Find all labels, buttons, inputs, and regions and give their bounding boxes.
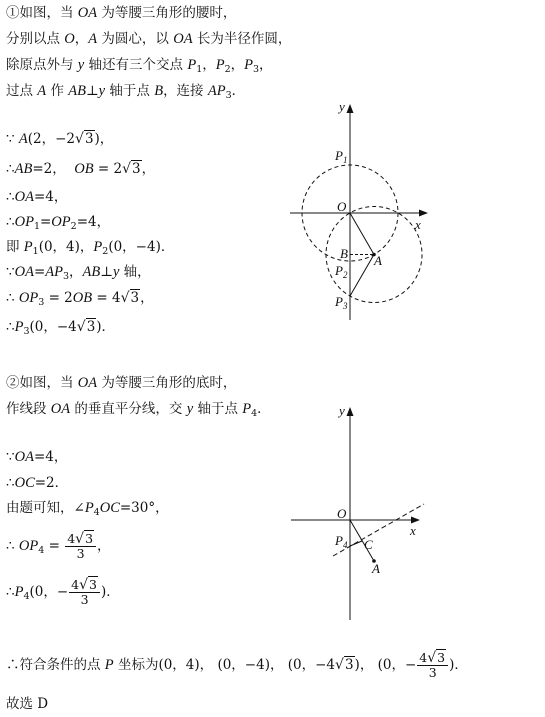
answer-line: 故选 D (6, 696, 49, 712)
fig1-label-y: y (339, 99, 345, 114)
fig2-label-p4: $P_4$ (335, 533, 348, 550)
fig1-label-b: B (340, 246, 348, 261)
oc-line: ∴OC=2． (6, 475, 69, 491)
op4-line: ∴ $OP_4$ = $\frac{4√3}{3}$ ， (6, 531, 111, 561)
oa-line: ∴OA=4， (6, 189, 68, 205)
segment-oa (350, 213, 374, 255)
oa-ap3-line: $\because OA=AP_3$，AB⊥y 轴， (6, 264, 151, 282)
segment-p4c (350, 541, 362, 546)
fig1-label-x: x (415, 217, 421, 232)
fig1-label-p3: $P_3$ (335, 294, 348, 311)
p1-p2-line: 即 $P_1(0$，4)，$P_2(0$，−4)． (6, 239, 175, 257)
fig2-label-x: x (410, 523, 416, 538)
fig1-label-p2: $P_2$ (335, 263, 348, 280)
part1-intro-line4: 过点 A 作 AB⊥y 轴于点 B，连接 $AP_3$． (6, 83, 246, 101)
x-axis-arrow (419, 210, 428, 217)
fig2-label-c: C (364, 537, 373, 552)
ab-ob-line: ∴AB=2， OB = 2√3， (6, 161, 156, 177)
p4-line: $\therefore P_4(0$，− $\frac{4√3}{3}$ )． (6, 577, 120, 607)
fig2-label-y: y (339, 403, 345, 418)
angle-line: 由题可知，$\angle P_4OC=30^\circ$， (6, 500, 169, 518)
fig2-label-a: A (372, 561, 380, 576)
op1-op2-line: $\therefore OP_1=OP_2=4$， (6, 214, 111, 232)
part1-intro-line1: ①如图，当 OA 为等腰三角形的腰时， (6, 5, 237, 21)
fig2-label-o: O (337, 506, 347, 521)
y-axis-arrow (347, 104, 354, 113)
figure-1 (280, 98, 440, 328)
conclusion-line: ∴符合条件的点 P 坐标为(0，4)， (0，−4)， (0，−4√3)， (0，− $\frac{4√3}{3}$ )． (6, 650, 468, 680)
oa-line-2: ∵OA=4， (6, 449, 68, 465)
fig1-label-a: A (374, 253, 382, 268)
part1-intro-line3: 除原点外与 y 轴还有三个交点 $P_1$，$P_2$，$P_3$， (6, 57, 273, 75)
point-a-line: ∵ A(2，−2√3)， (6, 131, 114, 147)
part2-intro-line2: 作线段 OA 的垂直平分线，交 y 轴于点 $P_4$． (6, 401, 271, 419)
figure-2 (285, 400, 435, 625)
fig1-label-p1: $P_1$ (335, 148, 348, 165)
part2-intro-line1: ②如图，当 OA 为等腰三角形的底时， (6, 375, 237, 391)
p3-line: $\therefore P_3(0$，−4√3)． (6, 319, 116, 337)
part1-intro-line2: 分别以点 O，A 为圆心，以 OA 长为半径作圆， (6, 31, 292, 47)
y-axis-arrow (347, 407, 354, 416)
fig1-label-o: O (337, 199, 347, 214)
op3-line: ∴ $OP_3 = 2OB = 4√3$， (6, 290, 154, 308)
